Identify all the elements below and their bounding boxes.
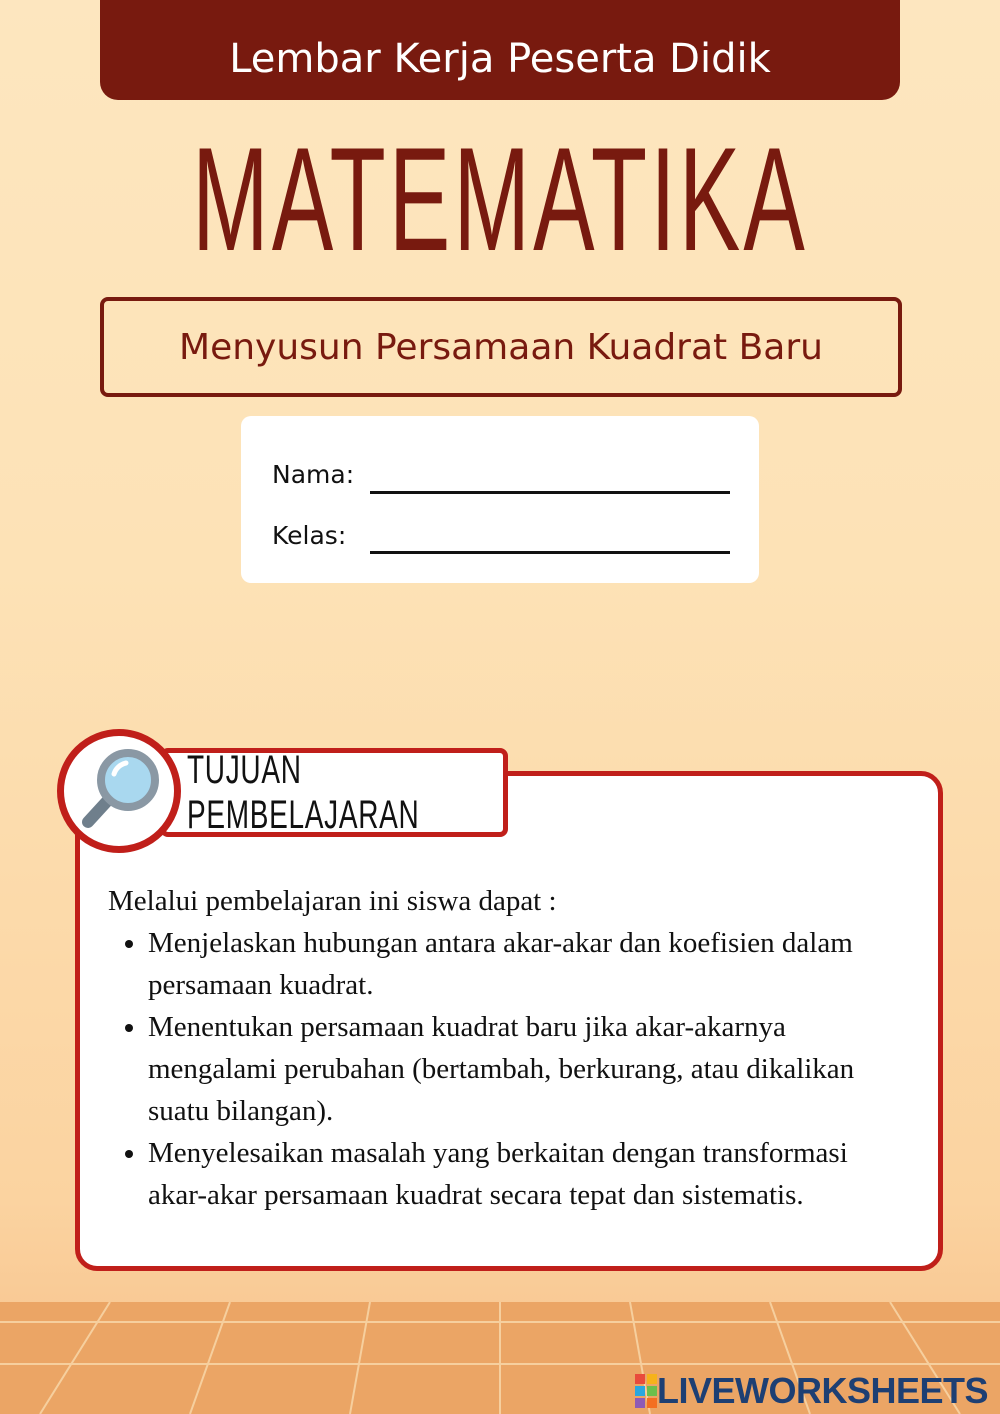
objective-item: • Menjelaskan hubungan antara akar-akar dan koefisien dalam persamaan kuadrat.: [148, 922, 908, 1006]
class-field[interactable]: [370, 551, 730, 554]
student-info-card: [241, 416, 759, 583]
name-label: Nama:: [272, 460, 355, 489]
objectives-content: [108, 880, 908, 1216]
objectives-heading-tab: [160, 748, 508, 837]
topic-box: [100, 297, 902, 397]
objectives-list: [108, 922, 908, 1216]
magnifier-badge: [57, 729, 181, 853]
header-banner: [100, 0, 900, 100]
name-row: [272, 460, 354, 489]
watermark-text: LIVEWORKSHEETS: [656, 1370, 988, 1411]
class-label: Kelas:: [272, 521, 347, 550]
magnifier-icon: [64, 736, 174, 846]
name-field[interactable]: [370, 491, 730, 494]
liveworksheets-logo-icon: [635, 1374, 657, 1408]
class-row: [272, 521, 346, 550]
objectives-heading: TUJUAN PEMBELAJARAN: [187, 747, 420, 837]
objectives-intro: Melalui pembelajaran ini siswa dapat :: [108, 885, 557, 917]
objective-item: • Menentukan persamaan kuadrat baru jika akar-akarnya mengalami perubahan (bertambah, berkurang, atau dikalikan suatu bilangan).: [148, 1006, 908, 1132]
header-banner-text: Lembar Kerja Peserta Didik: [229, 36, 771, 82]
watermark: [635, 1370, 988, 1412]
objective-item: • Menyelesaikan masalah yang berkaitan dengan transformasi akar-akar persamaan kuadrat secara tepat dan sistematis.: [148, 1132, 908, 1216]
subject-title: MATEMATIKA: [192, 117, 808, 283]
topic-title: Menyusun Persamaan Kuadrat Baru: [179, 326, 823, 368]
